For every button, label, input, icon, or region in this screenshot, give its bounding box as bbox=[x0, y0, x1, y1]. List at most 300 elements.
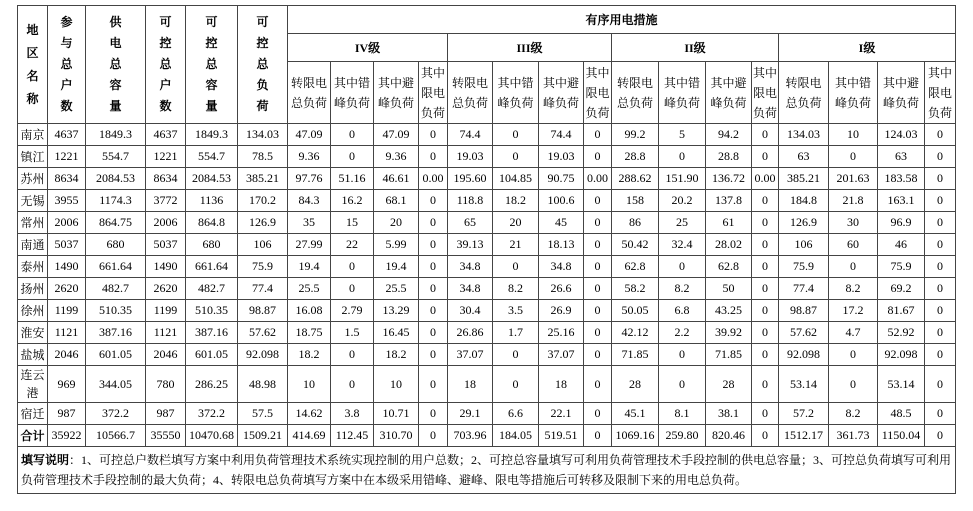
cell-value: 19.03 bbox=[448, 146, 493, 168]
cell-value: 96.9 bbox=[878, 212, 925, 234]
sub-header-label: 其中限电负荷 bbox=[928, 65, 953, 120]
cell-value: 50.42 bbox=[612, 234, 659, 256]
cell-value: 0 bbox=[419, 322, 448, 344]
sub-header bbox=[331, 62, 374, 124]
table-row bbox=[18, 212, 956, 234]
cell-value: 0 bbox=[331, 146, 374, 168]
cell-value: 30.4 bbox=[448, 300, 493, 322]
header-controllable-households-label: 可控总户数 bbox=[159, 15, 172, 113]
cell-value: 98.87 bbox=[779, 300, 829, 322]
cell-value: 0 bbox=[659, 146, 706, 168]
cell-value: 0 bbox=[829, 256, 878, 278]
cell-value: 385.21 bbox=[238, 168, 288, 190]
cell-value: 183.58 bbox=[878, 168, 925, 190]
cell-region: 无锡 bbox=[18, 190, 48, 212]
cell-value: 39.13 bbox=[448, 234, 493, 256]
cell-value: 259.80 bbox=[659, 425, 706, 447]
cell-value: 106 bbox=[238, 234, 288, 256]
table-row bbox=[18, 366, 956, 403]
cell-value: 4.7 bbox=[829, 322, 878, 344]
cell-value: 47.09 bbox=[288, 124, 331, 146]
cell-value: 0 bbox=[829, 344, 878, 366]
cell-value: 151.90 bbox=[659, 168, 706, 190]
cell-value: 0 bbox=[925, 256, 956, 278]
cell-value: 0 bbox=[419, 124, 448, 146]
cell-value: 0 bbox=[925, 124, 956, 146]
cell-value: 75.9 bbox=[779, 256, 829, 278]
cell-region: 淮安 bbox=[18, 322, 48, 344]
cell-value: 661.64 bbox=[86, 256, 146, 278]
cell-value: 4637 bbox=[48, 124, 86, 146]
sub-header-label: 转限电总负荷 bbox=[290, 75, 327, 110]
cell-value: 10 bbox=[829, 124, 878, 146]
cell-value: 106 bbox=[779, 234, 829, 256]
header-region bbox=[18, 6, 48, 124]
cell-value: 0 bbox=[752, 124, 779, 146]
cell-value: 43.25 bbox=[706, 300, 752, 322]
table-body bbox=[18, 124, 956, 447]
cell-value: 134.03 bbox=[779, 124, 829, 146]
cell-value: 0 bbox=[752, 425, 779, 447]
cell-value: 0 bbox=[925, 300, 956, 322]
cell-value: 28.8 bbox=[612, 146, 659, 168]
cell-value: 98.87 bbox=[238, 300, 288, 322]
sub-header-label: 其中错峰负荷 bbox=[333, 75, 370, 110]
table-row bbox=[18, 403, 956, 425]
cell-value: 310.70 bbox=[374, 425, 419, 447]
cell-value: 38.1 bbox=[706, 403, 752, 425]
cell-value: 77.4 bbox=[238, 278, 288, 300]
cell-value: 104.85 bbox=[493, 168, 539, 190]
cell-value: 34.8 bbox=[448, 256, 493, 278]
sub-header bbox=[288, 62, 331, 124]
cell-value: 16.2 bbox=[331, 190, 374, 212]
cell-value: 0 bbox=[584, 403, 612, 425]
cell-value: 2084.53 bbox=[186, 168, 238, 190]
cell-value: 92.098 bbox=[779, 344, 829, 366]
cell-value: 19.03 bbox=[539, 146, 584, 168]
cell-value: 99.2 bbox=[612, 124, 659, 146]
cell-value: 288.62 bbox=[612, 168, 659, 190]
sub-header-label: 其中限电负荷 bbox=[585, 65, 610, 120]
cell-value: 2.79 bbox=[331, 300, 374, 322]
table-row bbox=[18, 278, 956, 300]
sub-header bbox=[659, 62, 706, 124]
cell-value: 46 bbox=[878, 234, 925, 256]
cell-value: 16.45 bbox=[374, 322, 419, 344]
cell-value: 601.05 bbox=[186, 344, 238, 366]
cell-value: 34.8 bbox=[448, 278, 493, 300]
cell-value: 48.98 bbox=[238, 366, 288, 403]
cell-region: 宿迁 bbox=[18, 403, 48, 425]
header-supply-capacity bbox=[86, 6, 146, 124]
cell-value: 1069.16 bbox=[612, 425, 659, 447]
cell-value: 554.7 bbox=[86, 146, 146, 168]
cell-value: 75.9 bbox=[238, 256, 288, 278]
sub-header-label: 其中避峰负荷 bbox=[882, 75, 919, 110]
cell-region: 合计 bbox=[18, 425, 48, 447]
cell-value: 0 bbox=[493, 124, 539, 146]
cell-value: 0 bbox=[829, 146, 878, 168]
cell-value: 1849.3 bbox=[86, 124, 146, 146]
cell-region: 连云港 bbox=[18, 366, 48, 403]
table-row bbox=[18, 300, 956, 322]
cell-value: 1221 bbox=[146, 146, 186, 168]
table-row bbox=[18, 146, 956, 168]
cell-value: 0 bbox=[752, 146, 779, 168]
orderly-power-use-table bbox=[17, 5, 956, 494]
cell-value: 0 bbox=[925, 234, 956, 256]
cell-value: 0 bbox=[419, 403, 448, 425]
cell-value: 0 bbox=[925, 278, 956, 300]
sub-header-label: 转限电总负荷 bbox=[616, 75, 653, 110]
cell-value: 16.08 bbox=[288, 300, 331, 322]
cell-value: 0 bbox=[331, 256, 374, 278]
cell-value: 0 bbox=[584, 300, 612, 322]
cell-value: 482.7 bbox=[186, 278, 238, 300]
cell-value: 9.36 bbox=[288, 146, 331, 168]
cell-value: 42.12 bbox=[612, 322, 659, 344]
cell-value: 2046 bbox=[48, 344, 86, 366]
sub-header bbox=[419, 62, 448, 124]
cell-value: 53.14 bbox=[779, 366, 829, 403]
cell-value: 1509.21 bbox=[238, 425, 288, 447]
cell-value: 8634 bbox=[146, 168, 186, 190]
cell-value: 28 bbox=[706, 366, 752, 403]
header-controllable-households bbox=[146, 6, 186, 124]
cell-value: 60 bbox=[829, 234, 878, 256]
header-controllable-load-label: 可控总负荷 bbox=[256, 15, 269, 113]
cell-value: 30 bbox=[829, 212, 878, 234]
cell-value: 37.07 bbox=[448, 344, 493, 366]
cell-value: 53.14 bbox=[878, 366, 925, 403]
cell-value: 2084.53 bbox=[86, 168, 146, 190]
cell-value: 0 bbox=[584, 256, 612, 278]
cell-value: 1490 bbox=[146, 256, 186, 278]
cell-value: 969 bbox=[48, 366, 86, 403]
sub-header-label: 其中限电负荷 bbox=[420, 65, 445, 120]
cell-value: 26.6 bbox=[539, 278, 584, 300]
cell-value: 46.61 bbox=[374, 168, 419, 190]
cell-value: 0 bbox=[419, 366, 448, 403]
header-controllable-capacity-label: 可控总容量 bbox=[205, 15, 218, 113]
cell-value: 22.1 bbox=[539, 403, 584, 425]
cell-value: 1221 bbox=[48, 146, 86, 168]
cell-value: 0 bbox=[493, 256, 539, 278]
cell-value: 195.60 bbox=[448, 168, 493, 190]
cell-value: 18.2 bbox=[288, 344, 331, 366]
cell-region: 扬州 bbox=[18, 278, 48, 300]
cell-value: 94.2 bbox=[706, 124, 752, 146]
cell-region: 徐州 bbox=[18, 300, 48, 322]
cell-value: 0 bbox=[925, 212, 956, 234]
cell-value: 8.2 bbox=[659, 278, 706, 300]
cell-region: 泰州 bbox=[18, 256, 48, 278]
cell-value: 286.25 bbox=[186, 366, 238, 403]
cell-value: 5037 bbox=[146, 234, 186, 256]
sub-header bbox=[779, 62, 829, 124]
cell-value: 163.1 bbox=[878, 190, 925, 212]
sub-header bbox=[493, 62, 539, 124]
cell-value: 28.8 bbox=[706, 146, 752, 168]
header-supply-capacity-label: 供电总容量 bbox=[109, 15, 122, 113]
cell-value: 0 bbox=[659, 344, 706, 366]
cell-value: 1849.3 bbox=[186, 124, 238, 146]
cell-value: 78.5 bbox=[238, 146, 288, 168]
cell-value: 19.4 bbox=[288, 256, 331, 278]
cell-value: 0 bbox=[493, 146, 539, 168]
cell-value: 0 bbox=[584, 212, 612, 234]
cell-value: 8634 bbox=[48, 168, 86, 190]
sub-header-label: 其中避峰负荷 bbox=[542, 75, 579, 110]
cell-value: 0 bbox=[419, 278, 448, 300]
cell-value: 987 bbox=[146, 403, 186, 425]
cell-value: 25.5 bbox=[288, 278, 331, 300]
cell-value: 2006 bbox=[48, 212, 86, 234]
cell-value: 703.96 bbox=[448, 425, 493, 447]
cell-value: 680 bbox=[186, 234, 238, 256]
cell-value: 39.92 bbox=[706, 322, 752, 344]
cell-value: 361.73 bbox=[829, 425, 878, 447]
cell-value: 118.8 bbox=[448, 190, 493, 212]
sub-header bbox=[539, 62, 584, 124]
cell-value: 0.00 bbox=[419, 168, 448, 190]
cell-value: 18.2 bbox=[493, 190, 539, 212]
cell-value: 1121 bbox=[48, 322, 86, 344]
cell-value: 71.85 bbox=[612, 344, 659, 366]
cell-value: 0 bbox=[584, 322, 612, 344]
cell-value: 10 bbox=[288, 366, 331, 403]
cell-value: 0 bbox=[752, 403, 779, 425]
header-measures: 有序用电措施 bbox=[288, 6, 956, 34]
cell-value: 1174.3 bbox=[86, 190, 146, 212]
cell-value: 0 bbox=[493, 366, 539, 403]
cell-value: 1199 bbox=[48, 300, 86, 322]
cell-value: 137.8 bbox=[706, 190, 752, 212]
sub-header-label: 其中错峰负荷 bbox=[834, 75, 871, 110]
cell-value: 1150.04 bbox=[878, 425, 925, 447]
cell-value: 84.3 bbox=[288, 190, 331, 212]
cell-region: 南通 bbox=[18, 234, 48, 256]
cell-region: 盐城 bbox=[18, 344, 48, 366]
cell-value: 0 bbox=[419, 425, 448, 447]
cell-value: 0 bbox=[752, 300, 779, 322]
cell-value: 680 bbox=[86, 234, 146, 256]
cell-value: 17.2 bbox=[829, 300, 878, 322]
cell-value: 18.2 bbox=[374, 344, 419, 366]
header-controllable-capacity bbox=[186, 6, 238, 124]
cell-value: 0 bbox=[925, 322, 956, 344]
cell-value: 0 bbox=[925, 425, 956, 447]
cell-value: 0.00 bbox=[584, 168, 612, 190]
cell-value: 20.2 bbox=[659, 190, 706, 212]
level-header: II级 bbox=[612, 34, 779, 62]
cell-value: 92.098 bbox=[878, 344, 925, 366]
cell-value: 510.35 bbox=[86, 300, 146, 322]
sub-header-label: 转限电总负荷 bbox=[451, 75, 488, 110]
cell-value: 0.00 bbox=[752, 168, 779, 190]
cell-value: 1.7 bbox=[493, 322, 539, 344]
cell-value: 2046 bbox=[146, 344, 186, 366]
cell-value: 19.4 bbox=[374, 256, 419, 278]
header-participants-label: 参与总户数 bbox=[60, 15, 73, 113]
cell-value: 1.5 bbox=[331, 322, 374, 344]
cell-value: 0 bbox=[584, 425, 612, 447]
cell-value: 158 bbox=[612, 190, 659, 212]
sub-header bbox=[752, 62, 779, 124]
header-row-top bbox=[18, 6, 956, 34]
cell-value: 4637 bbox=[146, 124, 186, 146]
cell-value: 10.71 bbox=[374, 403, 419, 425]
cell-value: 20 bbox=[374, 212, 419, 234]
cell-value: 184.05 bbox=[493, 425, 539, 447]
sub-header bbox=[878, 62, 925, 124]
cell-value: 387.16 bbox=[186, 322, 238, 344]
cell-value: 2006 bbox=[146, 212, 186, 234]
cell-value: 26.86 bbox=[448, 322, 493, 344]
cell-value: 0 bbox=[659, 366, 706, 403]
cell-value: 81.67 bbox=[878, 300, 925, 322]
cell-region: 南京 bbox=[18, 124, 48, 146]
cell-value: 65 bbox=[448, 212, 493, 234]
sub-header bbox=[448, 62, 493, 124]
cell-value: 6.8 bbox=[659, 300, 706, 322]
cell-value: 8.2 bbox=[829, 278, 878, 300]
cell-value: 201.63 bbox=[829, 168, 878, 190]
cell-value: 0 bbox=[331, 124, 374, 146]
cell-value: 0 bbox=[419, 146, 448, 168]
cell-value: 5 bbox=[659, 124, 706, 146]
cell-value: 0 bbox=[752, 278, 779, 300]
header-controllable-load bbox=[238, 6, 288, 124]
cell-value: 10566.7 bbox=[86, 425, 146, 447]
cell-value: 51.16 bbox=[331, 168, 374, 190]
cell-value: 13.29 bbox=[374, 300, 419, 322]
cell-value: 63 bbox=[779, 146, 829, 168]
sub-header-label: 其中限电负荷 bbox=[753, 65, 778, 120]
cell-value: 112.45 bbox=[331, 425, 374, 447]
cell-value: 28 bbox=[612, 366, 659, 403]
cell-value: 414.69 bbox=[288, 425, 331, 447]
cell-value: 0 bbox=[584, 146, 612, 168]
cell-value: 8.2 bbox=[493, 278, 539, 300]
sub-header bbox=[706, 62, 752, 124]
table-row bbox=[18, 124, 956, 146]
header-region-label: 地区名称 bbox=[26, 22, 39, 106]
sub-header bbox=[374, 62, 419, 124]
cell-value: 71.85 bbox=[706, 344, 752, 366]
cell-value: 8.1 bbox=[659, 403, 706, 425]
cell-value: 52.92 bbox=[878, 322, 925, 344]
cell-value: 69.2 bbox=[878, 278, 925, 300]
cell-value: 387.16 bbox=[86, 322, 146, 344]
cell-value: 21 bbox=[493, 234, 539, 256]
cell-region: 苏州 bbox=[18, 168, 48, 190]
cell-value: 0 bbox=[752, 212, 779, 234]
cell-value: 0 bbox=[419, 190, 448, 212]
cell-value: 22 bbox=[331, 234, 374, 256]
cell-value: 0 bbox=[925, 168, 956, 190]
sub-header bbox=[612, 62, 659, 124]
sub-header bbox=[584, 62, 612, 124]
cell-value: 8.2 bbox=[829, 403, 878, 425]
cell-value: 5.99 bbox=[374, 234, 419, 256]
table-row bbox=[18, 234, 956, 256]
cell-value: 1136 bbox=[186, 190, 238, 212]
cell-value: 385.21 bbox=[779, 168, 829, 190]
cell-value: 3.5 bbox=[493, 300, 539, 322]
cell-value: 0 bbox=[331, 344, 374, 366]
cell-value: 864.8 bbox=[186, 212, 238, 234]
cell-value: 134.03 bbox=[238, 124, 288, 146]
cell-value: 57.2 bbox=[779, 403, 829, 425]
level-header: I级 bbox=[779, 34, 956, 62]
header-participants bbox=[48, 6, 86, 124]
cell-value: 35922 bbox=[48, 425, 86, 447]
cell-value: 126.9 bbox=[779, 212, 829, 234]
note-row bbox=[18, 447, 956, 494]
cell-value: 90.75 bbox=[539, 168, 584, 190]
cell-value: 20 bbox=[493, 212, 539, 234]
cell-value: 32.4 bbox=[659, 234, 706, 256]
cell-value: 27.99 bbox=[288, 234, 331, 256]
cell-value: 136.72 bbox=[706, 168, 752, 190]
cell-value: 780 bbox=[146, 366, 186, 403]
cell-value: 10 bbox=[374, 366, 419, 403]
cell-value: 519.51 bbox=[539, 425, 584, 447]
cell-value: 0 bbox=[419, 300, 448, 322]
table-row bbox=[18, 256, 956, 278]
cell-value: 0 bbox=[493, 344, 539, 366]
cell-value: 2620 bbox=[146, 278, 186, 300]
cell-value: 86 bbox=[612, 212, 659, 234]
cell-value: 75.9 bbox=[878, 256, 925, 278]
cell-value: 29.1 bbox=[448, 403, 493, 425]
cell-value: 0 bbox=[752, 366, 779, 403]
cell-value: 0 bbox=[925, 403, 956, 425]
cell-value: 0 bbox=[752, 190, 779, 212]
cell-value: 68.1 bbox=[374, 190, 419, 212]
cell-value: 18.75 bbox=[288, 322, 331, 344]
cell-value: 0 bbox=[584, 234, 612, 256]
cell-value: 0 bbox=[584, 344, 612, 366]
cell-value: 0 bbox=[419, 212, 448, 234]
cell-value: 0 bbox=[925, 366, 956, 403]
cell-value: 28.02 bbox=[706, 234, 752, 256]
sub-header bbox=[925, 62, 956, 124]
cell-value: 1121 bbox=[146, 322, 186, 344]
cell-value: 26.9 bbox=[539, 300, 584, 322]
cell-value: 601.05 bbox=[86, 344, 146, 366]
cell-value: 74.4 bbox=[539, 124, 584, 146]
cell-value: 0 bbox=[419, 344, 448, 366]
cell-value: 6.6 bbox=[493, 403, 539, 425]
cell-value: 0 bbox=[331, 278, 374, 300]
cell-value: 18 bbox=[448, 366, 493, 403]
cell-value: 57.62 bbox=[779, 322, 829, 344]
cell-value: 21.8 bbox=[829, 190, 878, 212]
cell-value: 63 bbox=[878, 146, 925, 168]
cell-value: 1490 bbox=[48, 256, 86, 278]
cell-value: 0 bbox=[584, 190, 612, 212]
cell-value: 0 bbox=[752, 234, 779, 256]
cell-value: 344.05 bbox=[86, 366, 146, 403]
cell-value: 45.1 bbox=[612, 403, 659, 425]
cell-value: 45 bbox=[539, 212, 584, 234]
cell-value: 0 bbox=[584, 278, 612, 300]
cell-value: 3772 bbox=[146, 190, 186, 212]
cell-value: 864.75 bbox=[86, 212, 146, 234]
